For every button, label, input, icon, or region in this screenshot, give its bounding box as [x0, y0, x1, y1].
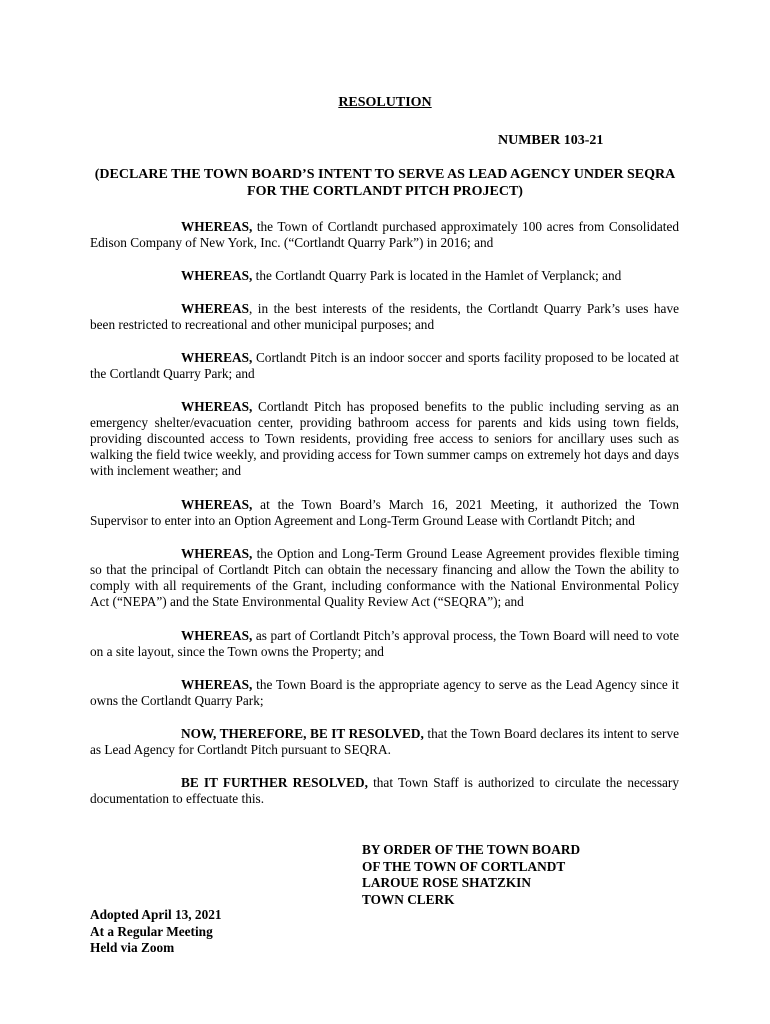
paragraph-lead: NOW, THEREFORE, BE IT RESOLVED, — [181, 726, 424, 741]
paragraph — [90, 775, 679, 807]
paragraph — [90, 497, 679, 529]
paragraph-text: that the Town Board declares its intent to serve as Lead Agency for Cortlandt Pitch pursuant to SEQRA. — [90, 726, 679, 757]
paragraph — [90, 219, 679, 251]
paragraph-lead: WHEREAS, — [181, 677, 253, 692]
paragraph-text: the Town Board is the appropriate agency to serve as the Lead Agency since it owns the Cortlandt Quarry Park; — [90, 677, 679, 708]
paragraph-text: the Cortlandt Quarry Park is located in the Hamlet of Verplanck; and — [252, 268, 622, 283]
paragraph-text: the Town of Cortlandt purchased approximately 100 acres from Consolidated Edison Company of New York, Inc. (“Cortlandt Quarry Park”) in 2016; and — [90, 219, 679, 250]
paragraph — [90, 399, 679, 479]
paragraph — [90, 350, 679, 382]
paragraph-lead: BE IT FURTHER RESOLVED, — [181, 775, 368, 790]
paragraph-text: that Town Staff is authorized to circulate the necessary documentation to effectuate this. — [90, 775, 680, 806]
paragraph-text: at the Town Board’s March 16, 2021 Meeting, it authorized the Town Supervisor to enter into an Option Agreement and Long-Term Ground Lease with Cortlandt Pitch; and — [90, 497, 679, 528]
adoption-line: Adopted April 13, 2021 — [90, 907, 222, 922]
paragraph-text: Cortlandt Pitch is an indoor soccer and sports facility proposed to be located at the Cortlandt Quarry Park; and — [90, 350, 679, 381]
paragraph-lead: WHEREAS, — [181, 628, 253, 643]
paragraph-text: Cortlandt Pitch has proposed benefits to the public including serving as an emergency shelter/evacuation center, providing bathroom access for parents and kids using town fields, providing discounted access to Town residents, providing free access to seniors for ancillary uses such as walking the field twice weekly, and providing access for Town summer camps on extremely hot days and days with inclement weather; and — [90, 399, 679, 478]
signature-line: OF THE TOWN OF CORTLANDT — [362, 858, 566, 874]
paragraph-lead: WHEREAS, — [181, 546, 253, 561]
paragraph-text: , in the best interests of the residents, the Cortlandt Quarry Park’s uses have been restricted to recreational and other municipal purposes; and — [90, 301, 679, 332]
paragraph — [90, 546, 679, 610]
resolution-subject: (DECLARE THE TOWN BOARD’S INTENT TO SERVE AS LEAD AGENCY UNDER SEQRA FOR THE CORTLANDT PITCH PROJECT) — [94, 167, 676, 199]
paragraph — [90, 677, 679, 709]
paragraph-lead: WHEREAS, — [181, 399, 253, 414]
adoption-line: Held via Zoom — [90, 940, 175, 955]
paragraph-lead: WHEREAS, — [181, 219, 253, 234]
signature-line: BY ORDER OF THE TOWN BOARD — [362, 842, 581, 857]
paragraph — [90, 628, 679, 660]
signature-line: LAROUE ROSE SHATZKIN — [362, 875, 531, 890]
signature-block — [362, 842, 580, 908]
paragraph — [90, 268, 679, 284]
paragraph — [90, 726, 679, 758]
paragraph-lead: WHEREAS, — [181, 350, 253, 365]
signature-line: TOWN CLERK — [362, 891, 455, 907]
adoption-line: At a Regular Meeting — [90, 923, 213, 939]
paragraph-text: as part of Cortlandt Pitch’s approval process, the Town Board will need to vote on a site layout, since the Town owns the Property; and — [90, 628, 679, 659]
paragraph — [90, 301, 679, 333]
paragraph-lead: WHEREAS, — [181, 497, 253, 512]
paragraph-text: the Option and Long-Term Ground Lease Agreement provides flexible timing so that the principal of Cortlandt Pitch can obtain the necessary financing and allow the Town the ability to comply with all requirements of the Grant, including conformance with the National Environmental Policy Act (“NEPA”) and the State Environmental Quality Review Act (“SEQRA”); and — [90, 546, 679, 609]
document-title: RESOLUTION — [338, 95, 432, 110]
paragraph-lead: WHEREAS, — [181, 268, 253, 283]
resolution-number: NUMBER 103-21 — [498, 133, 604, 148]
paragraph-lead: WHEREAS — [181, 301, 249, 316]
adoption-block — [90, 907, 222, 957]
